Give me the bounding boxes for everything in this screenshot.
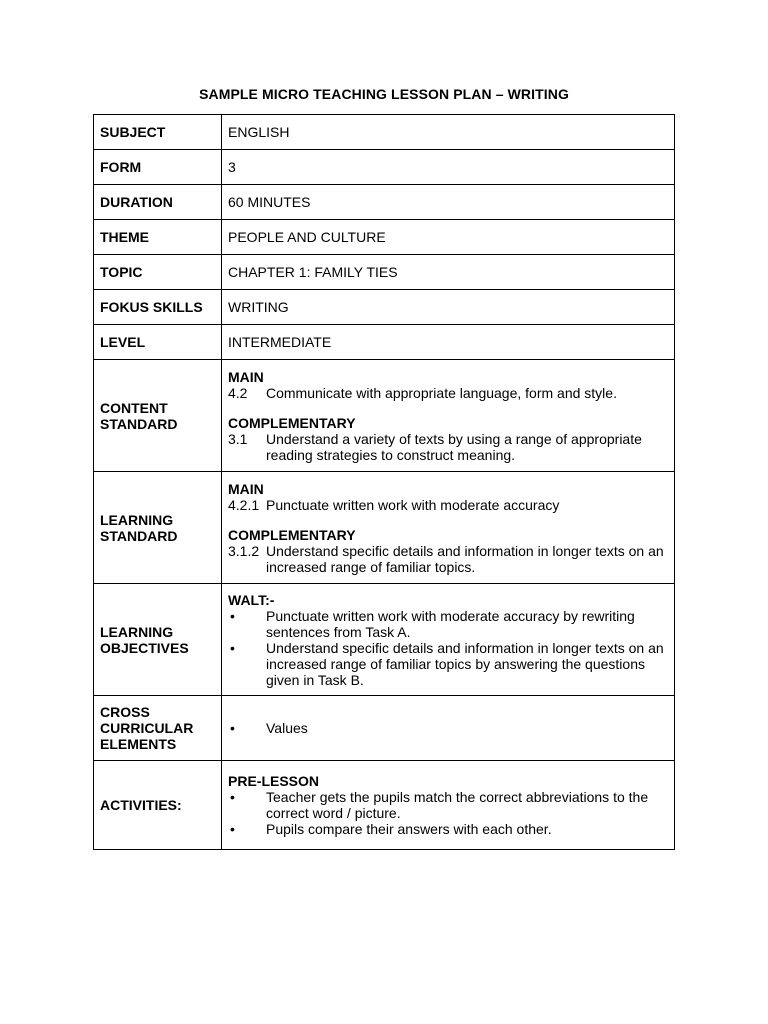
value-form: 3 bbox=[222, 150, 675, 185]
content-comp-num: 3.1 bbox=[228, 430, 248, 447]
row-theme bbox=[94, 220, 675, 255]
label-topic: TOPIC bbox=[94, 255, 222, 290]
value-content-standard bbox=[222, 360, 675, 472]
cross-list bbox=[228, 720, 668, 736]
row-form bbox=[94, 150, 675, 185]
value-topic: CHAPTER 1: FAMILY TIES bbox=[222, 255, 675, 290]
row-skills bbox=[94, 290, 675, 325]
label-cross-line1: CROSS bbox=[100, 704, 150, 720]
label-cross-curricular bbox=[94, 696, 222, 761]
label-content-standard-line2: STANDARD bbox=[100, 415, 178, 432]
objectives-heading: WALT:- bbox=[228, 591, 275, 608]
row-learning-objectives bbox=[94, 584, 675, 696]
content-main-text: Communicate with appropriate language, form and style. bbox=[266, 384, 617, 401]
label-subject: SUBJECT bbox=[94, 115, 222, 150]
label-content-standard bbox=[94, 360, 222, 472]
bullet-icon: • bbox=[230, 720, 235, 736]
learning-comp-item bbox=[228, 543, 668, 575]
learning-comp-num: 3.1.2 bbox=[228, 542, 260, 559]
content-comp-text: Understand a variety of texts by using a range of appropriate reading strategies to construct meaning. bbox=[266, 430, 642, 463]
row-topic bbox=[94, 255, 675, 290]
objectives-list bbox=[228, 608, 668, 688]
value-activities bbox=[222, 761, 675, 850]
label-cross-line3: ELEMENTS bbox=[100, 736, 177, 752]
row-activities bbox=[94, 761, 675, 850]
list-item bbox=[228, 640, 668, 688]
label-content-standard-line1: CONTENT bbox=[100, 399, 168, 416]
learning-comp-heading: COMPLEMENTARY bbox=[228, 526, 356, 543]
bullet-icon: • bbox=[230, 639, 235, 656]
cross-text-1: Values bbox=[266, 720, 308, 736]
list-item bbox=[228, 608, 668, 640]
label-learning-objectives-line2: OBJECTIVES bbox=[100, 639, 189, 656]
learning-main-heading: MAIN bbox=[228, 480, 264, 497]
objective-text-1: Punctuate written work with moderate accuracy by rewriting sentences from Task A. bbox=[266, 607, 635, 640]
label-learning-objectives bbox=[94, 584, 222, 696]
list-item bbox=[228, 720, 668, 736]
value-subject: ENGLISH bbox=[222, 115, 675, 150]
learning-main-item bbox=[228, 497, 668, 513]
bullet-icon: • bbox=[230, 789, 235, 805]
label-learning-standard-line1: LEARNING bbox=[100, 511, 174, 528]
row-cross-curricular bbox=[94, 696, 675, 761]
objective-text-2: Understand specific details and information in longer texts on an increased range of familiar topics by answering the questions given in Task B. bbox=[266, 639, 664, 688]
content-main-item bbox=[228, 385, 668, 401]
label-duration: DURATION bbox=[94, 185, 222, 220]
value-learning-standard bbox=[222, 472, 675, 584]
page-title: SAMPLE MICRO TEACHING LESSON PLAN – WRITING bbox=[199, 86, 569, 102]
value-skills: WRITING bbox=[222, 290, 675, 325]
label-cross-line2: CURRICULAR bbox=[100, 720, 194, 736]
label-learning-standard bbox=[94, 472, 222, 584]
list-item bbox=[228, 789, 668, 821]
learning-main-num: 4.2.1 bbox=[228, 496, 260, 513]
value-learning-objectives bbox=[222, 584, 675, 696]
activity-text-1: Teacher gets the pupils match the correct abbreviations to the correct word / picture. bbox=[266, 789, 649, 821]
label-learning-objectives-line1: LEARNING bbox=[100, 623, 174, 640]
label-skills: FOKUS SKILLS bbox=[94, 290, 222, 325]
row-content-standard bbox=[94, 360, 675, 472]
row-level bbox=[94, 325, 675, 360]
activities-heading: PRE-LESSON bbox=[228, 773, 320, 789]
label-learning-standard-line2: STANDARD bbox=[100, 527, 178, 544]
label-form: FORM bbox=[94, 150, 222, 185]
label-theme: THEME bbox=[94, 220, 222, 255]
activities-list bbox=[228, 789, 668, 837]
content-comp-heading: COMPLEMENTARY bbox=[228, 414, 356, 431]
value-cross-curricular bbox=[222, 696, 675, 761]
label-activities: ACTIVITIES: bbox=[94, 761, 222, 850]
value-theme: PEOPLE AND CULTURE bbox=[222, 220, 675, 255]
value-duration: 60 MINUTES bbox=[222, 185, 675, 220]
row-learning-standard bbox=[94, 472, 675, 584]
value-level: INTERMEDIATE bbox=[222, 325, 675, 360]
content-comp-item bbox=[228, 431, 668, 463]
list-item bbox=[228, 821, 668, 837]
row-duration bbox=[94, 185, 675, 220]
activity-text-2: Pupils compare their answers with each other. bbox=[266, 821, 552, 837]
lesson-plan-table bbox=[93, 114, 675, 850]
label-level: LEVEL bbox=[94, 325, 222, 360]
content-main-heading: MAIN bbox=[228, 368, 264, 385]
row-subject bbox=[94, 115, 675, 150]
content-main-num: 4.2 bbox=[228, 384, 248, 401]
bullet-icon: • bbox=[230, 821, 235, 837]
bullet-icon: • bbox=[230, 607, 235, 624]
learning-main-text: Punctuate written work with moderate accuracy bbox=[266, 496, 560, 513]
learning-comp-text: Understand specific details and information in longer texts on an increased range of familiar topics. bbox=[266, 542, 664, 575]
